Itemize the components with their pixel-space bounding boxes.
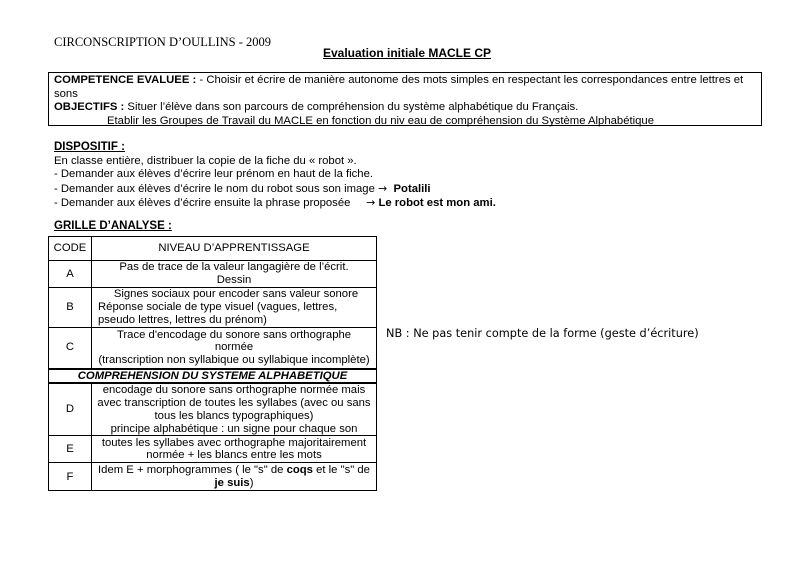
row-text: Idem E + morphogrammes ( le "s" de	[98, 464, 287, 477]
row-line: Réponse sociale de type visuel (vagues, lettres,	[98, 301, 338, 314]
row-code: C	[49, 328, 92, 369]
robot-name-answer: Potalili	[393, 182, 431, 195]
row-code: A	[49, 261, 92, 288]
circonscription-header: CIRCONSCRIPTION D’OULLINS - 2009	[54, 35, 272, 49]
row-line: normée + les blancs entre les mots	[146, 449, 322, 462]
row-text: et le "s" de	[312, 464, 370, 477]
objectifs-line2: Etablir les Groupes de Travail du MACLE en fonction du niv eau de compréhension du Système Alphabétique	[107, 114, 654, 127]
table-header-row	[49, 237, 377, 261]
row-code: F	[49, 463, 92, 491]
table-row	[49, 328, 377, 369]
arrow-right-icon: →	[378, 181, 388, 195]
row-line: (transcription non syllabique ou syllabique incomplète)	[98, 354, 370, 367]
competence-box	[48, 72, 762, 126]
dispositif-line2: - Demander aux élèves d’écrire leur prénom en haut de la fiche.	[54, 168, 373, 181]
row-code: D	[49, 383, 92, 436]
row-bold-text: coqs	[286, 464, 313, 477]
row-line: Signes sociaux pour encoder sans valeur sonore	[113, 288, 359, 301]
dispositif-line4	[54, 196, 574, 211]
row-line: avec transcription de toutes les syllabes (avec ou sans	[97, 397, 371, 410]
row-code: E	[49, 436, 92, 463]
header-code: CODE	[49, 237, 92, 261]
row-code: B	[49, 288, 92, 328]
row-line: toutes les syllabes avec orthographe majoritairement	[101, 436, 367, 449]
row-line: Trace d'encodage du sonore sans orthographe	[116, 328, 352, 341]
table-row	[49, 436, 377, 463]
row-description	[92, 463, 377, 491]
table-row	[49, 261, 377, 288]
objectifs-label: OBJECTIFS :	[54, 101, 125, 114]
table-row	[49, 288, 377, 328]
dispositif-title: DISPOSITIF :	[54, 141, 125, 153]
row-line: pseudo lettres, lettres du prénom)	[98, 313, 267, 326]
dispositif-line3	[54, 182, 574, 197]
row-description	[92, 436, 377, 463]
section-separator: COMPREHENSION DU SYSTEME ALPHABETIQUE	[49, 369, 377, 384]
nb-note: NB : Ne pas tenir compte de la forme (geste d’écriture)	[386, 327, 699, 340]
row-line: Dessin	[216, 274, 252, 286]
grille-title: GRILLE D’ANALYSE :	[54, 220, 172, 232]
objectifs-paragraph	[54, 101, 756, 128]
row-line: Pas de trace de la valeur langagière de l’écrit.	[119, 261, 349, 274]
objectifs-line1: Situer l’élève dans son parcours de compréhension du système alphabétique du Français.	[124, 101, 579, 114]
dispositif-line4-text: - Demander aux élèves d’écrire ensuite la phrase proposée	[54, 197, 351, 210]
row-line: encodage du sonore sans orthographe normée mais	[102, 384, 366, 397]
row-description	[92, 383, 377, 436]
row-description	[92, 328, 377, 369]
section-separator-row	[49, 369, 377, 384]
sentence-answer: Le robot est mon ami.	[378, 197, 496, 210]
competence-label: COMPETENCE EVALUEE :	[54, 74, 197, 86]
dispositif-section	[54, 141, 574, 211]
row-text: )	[249, 476, 254, 489]
table-row	[49, 463, 377, 491]
table-row	[49, 383, 377, 436]
row-line: tous les blancs typographiques)	[154, 409, 314, 422]
row-line: normée	[214, 341, 254, 354]
competence-paragraph	[54, 74, 756, 101]
row-line: principe alphabétique : un signe pour chaque son	[110, 422, 358, 435]
dispositif-line1: En classe entière, distribuer la copie de la fiche du « robot ».	[54, 154, 357, 167]
header-niveau: NIVEAU D’APPRENTISSAGE	[92, 237, 377, 261]
row-bold-text: je suis	[214, 476, 250, 489]
document-title: Evaluation initiale MACLE CP	[322, 46, 492, 60]
row-description	[92, 288, 377, 328]
dispositif-line3-text: - Demander aux élèves d’écrire le nom du robot sous son image	[54, 182, 379, 195]
row-description	[92, 261, 377, 288]
analysis-grid	[48, 236, 377, 491]
arrow-right-icon: →	[366, 196, 376, 210]
competence-text: - Choisir et écrire de manière autonome des mots simples en respectant les correspondances entre lettres et sons	[54, 74, 744, 100]
